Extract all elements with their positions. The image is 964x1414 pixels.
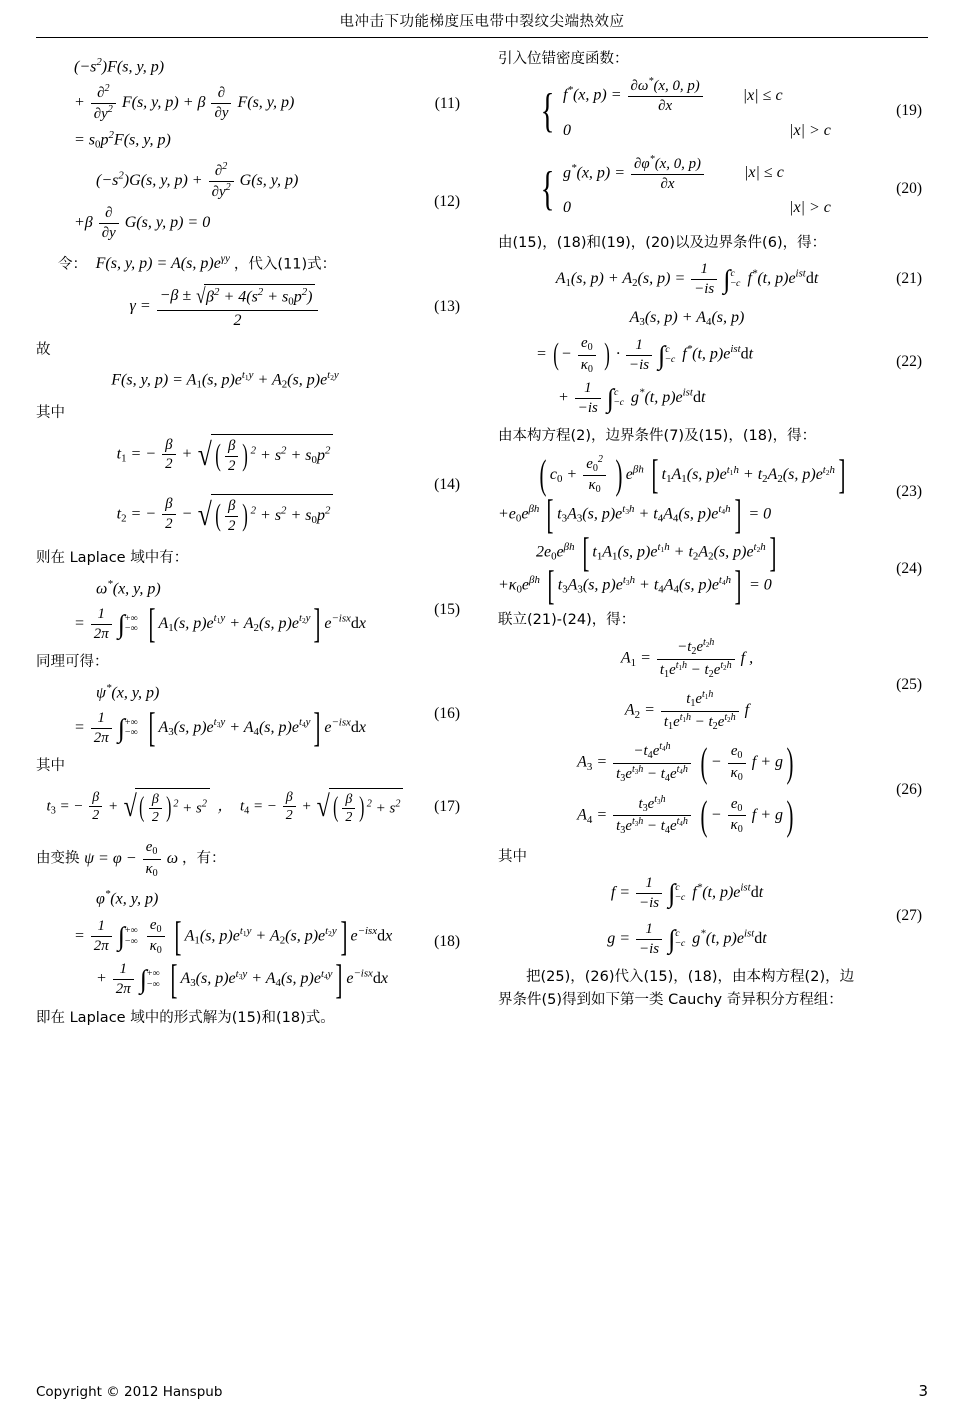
equation-number: (19)	[896, 102, 922, 120]
right-column	[498, 48, 924, 1033]
let-label: 令：	[58, 256, 87, 273]
equation-13: γ = $\frac{-\beta \pm √\beta^2 + 4(s^2 + s_0p^2)}{2}$ (13)	[129, 283, 460, 329]
equation-number: (13)	[434, 297, 460, 315]
paragraph-qizhong-2: 其中	[36, 758, 65, 775]
paragraph-laplace-domain: 则在 Laplace 域中有：	[36, 550, 189, 567]
page-footer	[36, 1382, 928, 1400]
paragraph-constitutive: 由本构方程(2)，边界条件(7)及(15)，(18)，得：	[498, 428, 817, 445]
equation-12: $(-s^2)G(s$, y, p) + $\frac{\partial^2}{\partial y^2}$ G(s, y, p) +β $\frac{\partial}{\partial y}$ G(s, y, p) = 0 (12)	[74, 161, 460, 241]
two-column-body	[36, 48, 928, 1033]
paragraph-formal-solution: 即在 Laplace 域中的形式解为(15)和(18)式。	[36, 1009, 335, 1026]
paragraph-qizhong-3: 其中	[498, 848, 527, 865]
paragraph-from-15-18-19-20: 由(15)，(18)和(19)，(20)以及边界条件(6)，得：	[498, 234, 827, 251]
paragraph-substitute-1: 把(25)，(26)代入(15)，(18)，由本构方程(2)，边	[526, 969, 855, 986]
paragraph-dislocation-density: 引入位错密度函数：	[498, 51, 629, 67]
equation-number: (23)	[896, 482, 922, 500]
equation-25: $A_1$ = $\frac{-t_2e^{t_2h}}{t_1e^{t_1h} - t_2e^{t_2h}}$ f , $A_2$ = $\frac{t_1e^{t_1h}}{t_1e^{t_1h} - t_2e^{t_2h}}$ f (25)	[620, 637, 922, 732]
header-rule	[36, 37, 928, 38]
transform-post: ，有：	[182, 850, 226, 867]
equation-F-solution: F(s, y, $p) = A_1(s$, $p)e^{t_1y} + A_2(s$, $p)e^{t_2y}$	[111, 369, 339, 391]
equation-19: { f*(x, p) = $\frac{\partial\omega^*(x, 0, p)}{\partial x}$ |x| ≤ c 0 |x| > c (19)	[540, 76, 922, 139]
equation-27: f = $\frac{1}{-is}$ ∫c −c f*(t, $p)e^{ist}dt$ g = $\frac{1}{-is}$ ∫c −c g*(t, $p)e^{ist}dt$ (27)	[607, 875, 922, 957]
equation-number: (21)	[896, 270, 922, 288]
equation-15: ω*(x, y, p) = $\frac{1}{2\pi}$ ∫+∞ −∞ [ $A_1(s$, $p)e^{t_1y} + A_2(s$, $p)e^{t_2y}$] $e^{-isx}dx$ (15)	[74, 577, 460, 647]
equation-number: (12)	[434, 192, 460, 210]
equation-number: (16)	[434, 704, 460, 722]
paragraph-let: 令： F(s, y, p) = A(s, $p)e^{\gamma y}$ ，代入(11)式：	[58, 252, 337, 273]
equation-number: (27)	[896, 907, 922, 925]
equation-23: ( $c_0$ + $\frac{e_0^2}{\kappa_0}$ ) $e^{\beta h}$ [ $t_1A_1(s$, $p)e^{t_1h} + t_2A_2(s$, $p)e^{t_2h}$] $+e_0e^{\beta h}$ [ $t_3A_3(s$, $p)e^{t_3h} + t_4A_4(s$, $p)e^{t_4h}] = 0$ (23)	[498, 451, 922, 537]
paragraph-qizhong-1: 其中	[36, 404, 65, 421]
equation-21: $A_1(s$, $p) + A_2(s$, p) = $\frac{1}{-is}$ ∫c −c f*(t, $p)e^{ist}dt$ (21)	[555, 261, 922, 297]
paragraph-substitute-2: 界条件(5)得到如下第一类 Cauchy 奇异积分方程组：	[498, 991, 843, 1008]
equation-number: (25)	[896, 676, 922, 694]
equation-number: (22)	[896, 352, 922, 370]
equation-number: (24)	[896, 560, 922, 578]
equation-number: (20)	[896, 179, 922, 197]
paragraph-gu: 故	[36, 341, 51, 358]
equation-18: φ*(x, y, p) = $\frac{1}{2\pi}$ ∫+∞ −∞ $\frac{e_0}{\kappa_0}$ [ $A_1(s$, $p)e^{t_1y} + A_2(s$, $p)e^{t_2y}$] $e^{-isx}dx$ + $\frac{1}{2\pi}$ ∫+∞ −∞ [ $A_3(s$, $p)e^{t_3y} + A_4(s$, $p)e^{t_4y}$] $e^{-isx}dx$ (18)	[74, 888, 460, 1002]
equation-number: (11)	[434, 94, 460, 112]
copyright-text: Copyright © 2012 Hanspub	[36, 1384, 223, 1400]
equation-26: $A_3$ = $\frac{-t_4e^{t_4h}}{t_3e^{t_3h} - t_4e^{t_4h}}$ ( − $\frac{e_0}{\kappa_0}$ f + g) $A_4$ = $\frac{t_3e^{t_3h}}{t_3e^{t_3h} - t_4e^{t_4h}}$ ( − $\frac{e_0}{\kappa_0}$ f + g) (26)	[577, 739, 922, 838]
running-head: 电冲击下功能梯度压电带中裂纹尖端热效应	[339, 14, 625, 30]
equation-14: $t_1$ = − $\frac{\beta}{2}$ + √( $\frac{\beta}{2}$ ) $^2 + s^2 + s_0p^2$ $t_2$ = − $\frac{\beta}{2}$ − √( $\frac{\beta}{2}$ ) $^2 + s^2 + s_0p^2$ (14)	[116, 436, 460, 534]
equation-11: $(-s^2)F(s$, y, p) + $\frac{\partial^2}{\partial y^2}$ F(s, y, p) + β $\frac{\partial}{\partial y}$ F(s, y, p) = $s_0p^2F(s$, y, p) (11)	[74, 56, 460, 151]
transform-pre: 由变换	[36, 850, 80, 867]
equation-number: (26)	[896, 780, 922, 798]
equation-20: { g*(x, p) = $\frac{\partial\varphi^*(x, 0, p)}{\partial x}$ |x| ≤ c 0 |x| > c (20)	[540, 154, 922, 217]
equation-24: $2e_0e^{\beta h}$ [ $t_1A_1(s$, $p)e^{t_1h} + t_2A_2(s$, $p)e^{t_2h}$] $+\kappa_0e^{\beta h}$ [ $t_3A_3(s$, $p)e^{t_3h} + t_4A_4(s$, $p)e^{t_4h}] = 0$ (24)	[498, 528, 922, 608]
page-number: 3	[918, 1382, 928, 1400]
equation-number: (18)	[434, 933, 460, 951]
paragraph-transform: 由变换 ψ = φ − $\frac{e_0}{\kappa_0}$ ω ，有：	[36, 839, 226, 879]
left-column	[36, 48, 462, 1033]
equation-16: ψ*(x, y, p) = $\frac{1}{2\pi}$ ∫+∞ −∞ [ $A_3(s$, $p)e^{t_3y} + A_4(s$, $p)e^{t_4y}$] $e^{-isx}dx$ (16)	[74, 681, 460, 751]
equation-number: (14)	[434, 475, 460, 493]
paragraph-tongli: 同理可得：	[36, 654, 109, 671]
equation-17: $t_3$ = − $\frac{\beta}{2}$ + √( $\frac{\beta}{2}$ ) $^2 + s^2$ ， $t_4$ = − $\frac{\beta}{2}$ + √( $\frac{\beta}{2}$ ) $^2 + s^2$ (17)	[36, 784, 462, 831]
paragraph-combine: 联立(21)-(24)，得：	[498, 611, 636, 628]
let-tail: ，代入(11)式：	[233, 256, 337, 273]
equation-number: (15)	[434, 600, 460, 618]
equation-number: (17)	[434, 797, 460, 815]
equation-22: $A_3(s$, $p) + A_4(s$, p) = ( − $\frac{e_0}{\kappa_0}$ ) · $\frac{1}{-is}$ ∫c −c f*(t, $p)e^{ist}dt$ + $\frac{1}{-is}$ ∫c −c g*(t, $p)e^{ist}dt$ (22)	[536, 309, 922, 416]
